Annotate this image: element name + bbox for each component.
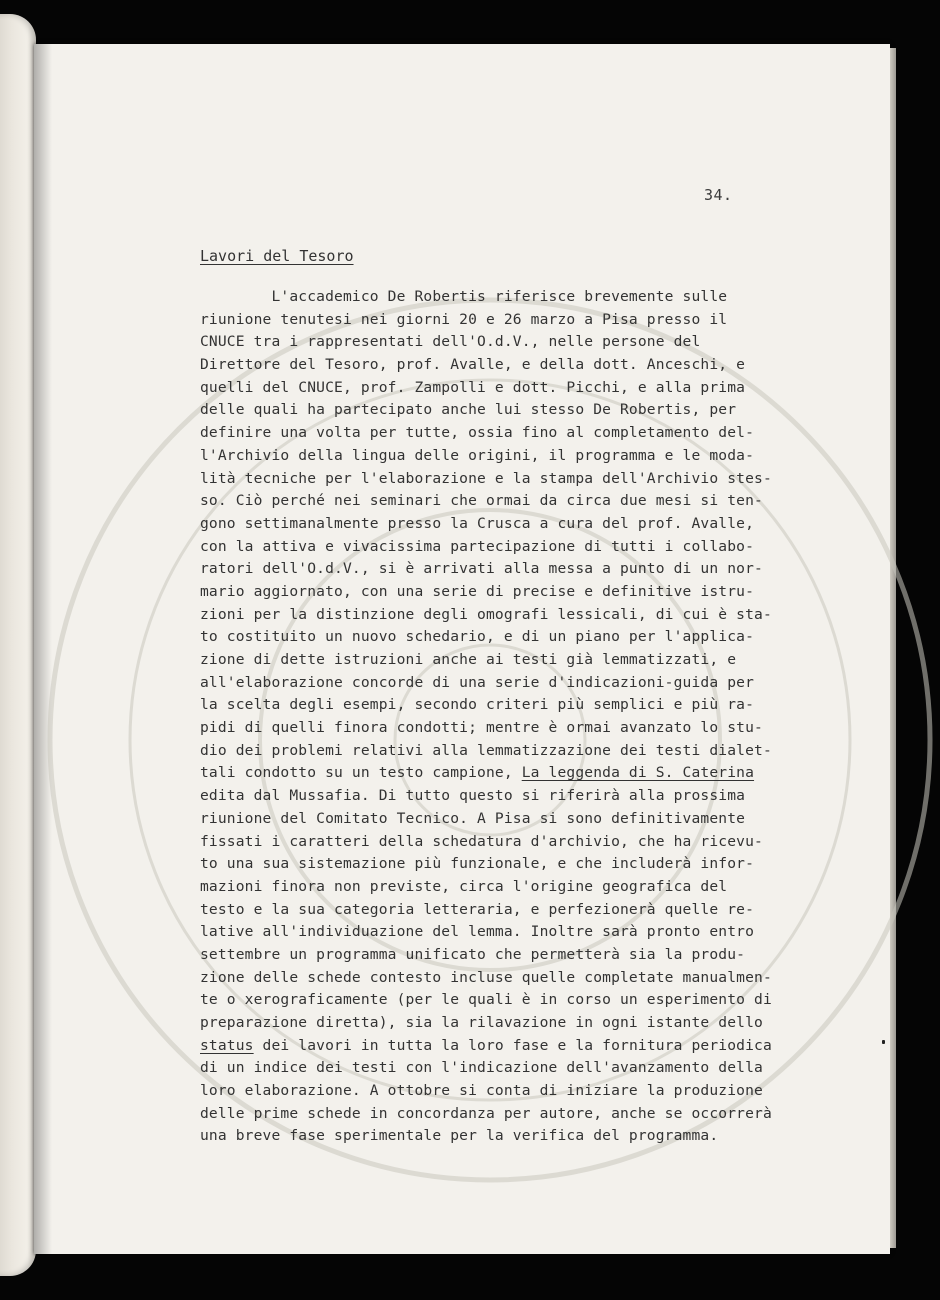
text-line: l'Archivio della lingua delle origini, il programma e le moda- xyxy=(200,446,755,464)
text-line: CNUCE tra i rappresentati dell'O.d.V., nelle persone del xyxy=(200,333,701,351)
text-line: zione delle schede contesto incluse quelle completate manualmen- xyxy=(200,968,772,986)
text-line: mazioni finora non previste, circa l'origine geografica del xyxy=(200,877,728,895)
text-line: definire una volta per tutte, ossia fino al completamento del- xyxy=(200,424,755,442)
page-stack-edge xyxy=(890,48,896,1248)
underlined-status-word: status xyxy=(200,1036,254,1054)
text-line: lità tecniche per l'elaborazione e la stampa dell'Archivio stes- xyxy=(200,469,772,487)
previous-page-edge xyxy=(0,14,36,1276)
text-line: to costituito un nuovo schedario, e di un piano per l'applica- xyxy=(200,628,755,646)
text-line: loro elaborazione. A ottobre si conta di iniziare la produzione xyxy=(200,1082,763,1100)
text-line: testo e la sua categoria letteraria, e perfezionerà quelle re- xyxy=(200,900,755,918)
text-line: con la attiva e vivacissima partecipazione di tutti i collabo- xyxy=(200,537,755,555)
text-line: to una sua sistemazione più funzionale, e che includerà infor- xyxy=(200,855,755,873)
text-line: quelli del CNUCE, prof. Zampolli e dott. Picchi, e alla prima xyxy=(200,378,746,396)
text-line: gono settimanalmente presso la Crusca a cura del prof. Avalle, xyxy=(200,514,755,532)
section-heading: Lavori del Tesoro xyxy=(200,247,354,265)
spine-shadow xyxy=(34,44,52,1254)
text-line: pidi di quelli finora condotti; mentre è ormai avanzato lo stu- xyxy=(200,719,763,737)
margin-mark xyxy=(882,1040,885,1044)
underlined-work-title: La leggenda di S. Caterina xyxy=(521,764,755,782)
text-line-part: tali condotto su un testo campione, xyxy=(200,764,522,782)
text-line: una breve fase sperimentale per la verifica del programma. xyxy=(200,1127,719,1145)
text-line: mario aggiornato, con una serie di precise e definitive istru- xyxy=(200,582,755,600)
text-line: la scelta degli esempi, secondo criteri più semplici e più ra- xyxy=(200,696,755,714)
text-line: dio dei problemi relativi alla lemmatizzazione dei testi dialet- xyxy=(200,741,772,759)
text-line: di un indice dei testi con l'indicazione dell'avanzamento della xyxy=(200,1059,763,1077)
text-line: zioni per la distinzione degli omografi lessicali, di cui è sta- xyxy=(200,605,772,623)
text-line: riunione tenutesi nei giorni 20 e 26 marzo a Pisa presso il xyxy=(200,310,728,328)
text-line: so. Ciò perché nei seminari che ormai da circa due mesi si ten- xyxy=(200,492,763,510)
text-line-with-status xyxy=(200,1035,780,1058)
text-line: edita dal Mussafia. Di tutto questo si riferirà alla prossima xyxy=(200,787,746,805)
text-line-with-title xyxy=(200,762,780,785)
text-line: all'elaborazione concorde di una serie d'indicazioni-guida per xyxy=(200,673,755,691)
body-text xyxy=(200,286,780,1148)
text-line: preparazione diretta), sia la rilavazione in ogni istante dello xyxy=(200,1014,763,1031)
text-line: Direttore del Tesoro, prof. Avalle, e della dott. Anceschi, e xyxy=(200,356,746,374)
text-line-part: dei lavori in tutta la loro fase e la fornitura periodica xyxy=(253,1036,772,1054)
text-line: delle prime schede in concordanza per autore, anche se occorrerà xyxy=(200,1104,772,1122)
page-number: 34. xyxy=(704,186,733,204)
text-line: lative all'individuazione del lemma. Inoltre sarà pronto entro xyxy=(200,923,755,941)
text-line: te o xerograficamente (per le quali è in corso un esperimento di xyxy=(200,991,772,1009)
text-line: fissati i caratteri della schedatura d'archivio, che ha ricevu- xyxy=(200,832,763,850)
text-line: riunione del Comitato Tecnico. A Pisa si sono definitivamente xyxy=(200,809,746,827)
text-line: settembre un programma unificato che permetterà sia la produ- xyxy=(200,945,746,963)
text-line: L'accademico De Robertis riferisce brevemente sulle xyxy=(200,288,728,305)
text-line: delle quali ha partecipato anche lui stesso De Robertis, per xyxy=(200,401,737,419)
text-line: zione di dette istruzioni anche ai testi già lemmatizzati, e xyxy=(200,651,737,668)
text-line: ratori dell'O.d.V., si è arrivati alla messa a punto di un nor- xyxy=(200,560,763,578)
